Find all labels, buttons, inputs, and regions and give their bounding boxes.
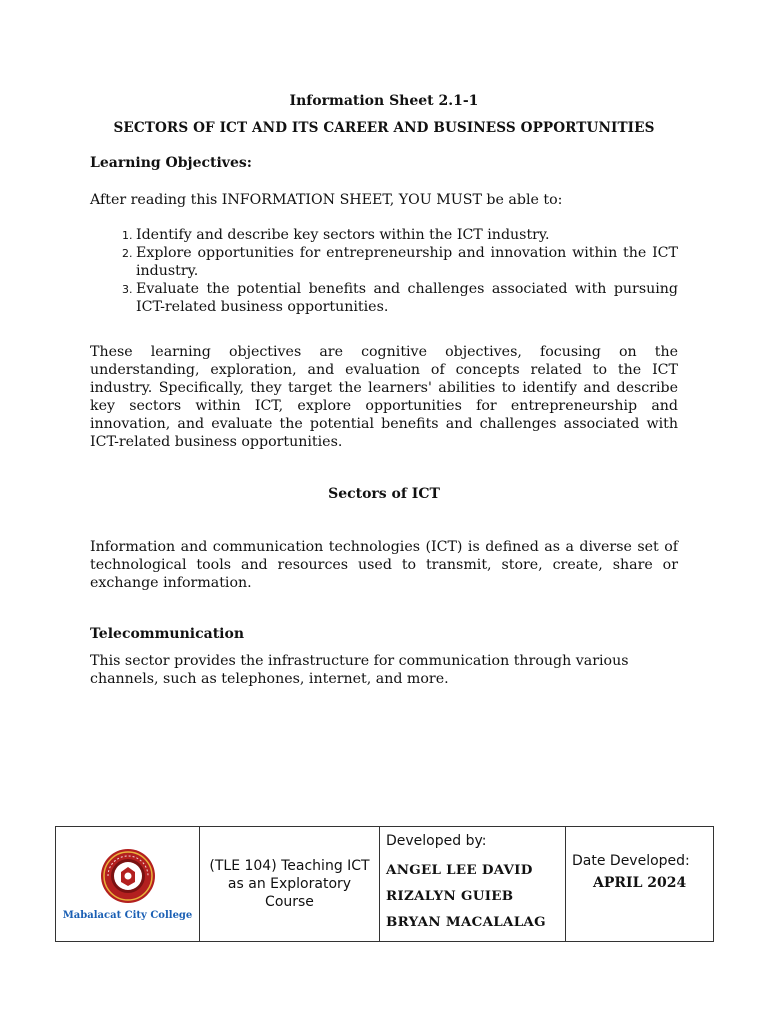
sheet-title: Information Sheet 2.1-1 [289,93,479,109]
objective-item: 1. Identify and describe key sectors within the ICT industry. [136,226,678,244]
objective-item: 2. Explore opportunities for entrepreneurship and innovation within the ICT industry. [136,244,678,280]
college-seal-icon [100,848,156,904]
objectives-intro: After reading this INFORMATION SHEET, YOU MUST be able to: [90,192,563,208]
college-cell [56,827,200,941]
date-cell [566,827,713,941]
learning-objectives-heading: Learning Objectives: [90,155,252,171]
objective-item: 3. Evaluate the potential benefits and challenges associated with pursuing ICT-related business opportunities. [136,280,678,316]
developer-name: BRYAN MACALALAG [386,914,546,930]
document-footer-table [55,826,714,942]
developer-name: RIZALYN GUIEB [386,888,514,904]
objectives-summary: These learning objectives are cognitive objectives, focusing on the understanding, exploration, and evaluation of concepts related to the ICT industry. Specifically, they target the learners' abilities to identify and describe key sectors within ICT, explore opportunities for entrepreneurship and innovation, and evaluate the potential benefits and challenges associated with ICT-related business opportunities. [90,344,678,450]
telecommunication-heading: Telecommunication [90,626,245,642]
date-developed-label: Date Developed: [572,853,690,869]
developers-cell [380,827,566,941]
objectives-list [90,226,678,316]
college-name: Mabalacat City College [62,909,193,921]
developer-name: ANGEL LEE DAVID [386,862,533,878]
telecommunication-text: This sector provides the infrastructure for communication through various channels, such as telephones, internet, and more. [90,653,629,687]
developed-by-label: Developed by: [386,833,487,849]
course-title: (TLE 104) Teaching ICT as an Exploratory Course [209,858,370,910]
date-developed-value: APRIL 2024 [593,875,687,891]
ict-definition: Information and communication technologies (ICT) is defined as a diverse set of technological tools and resources used to transmit, store, create, share or exchange information. [90,539,678,591]
course-cell [200,827,380,941]
main-title: SECTORS OF ICT AND ITS CAREER AND BUSINESS OPPORTUNITIES [113,120,655,136]
sectors-heading: Sectors of ICT [328,486,440,502]
